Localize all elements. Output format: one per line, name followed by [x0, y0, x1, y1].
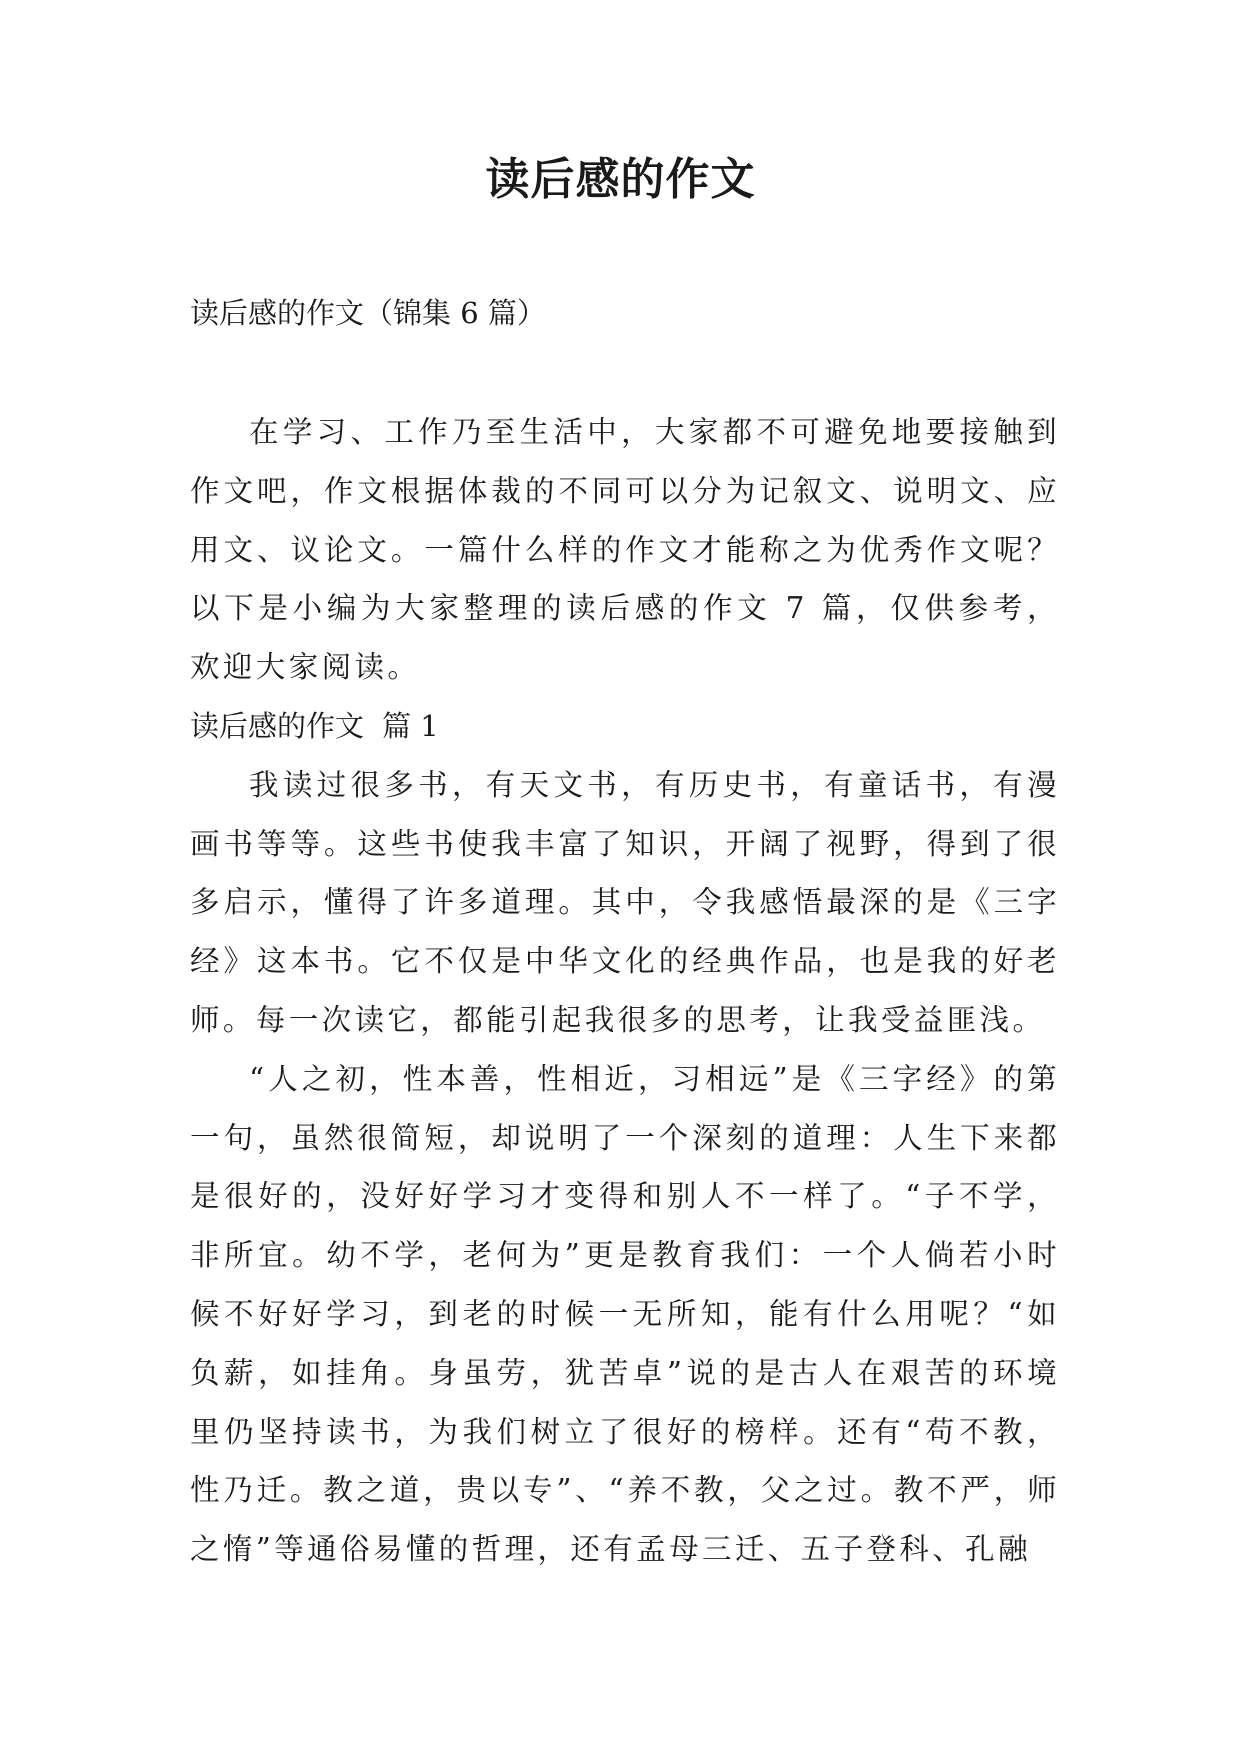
section-heading [190, 697, 1060, 756]
section1-paragraph-2: “人之初，性本善，性相近，习相远”是《三字经》的第一句，虽然很简短，却说明了一个深刻的道理：人生下来都是很好的，没好好学习才变得和别人不一样了。“子不学，非所宜。幼不学，老何为”更是教育我们：一个人倘若小时候不好好学习，到老的时候一无所知，能有什么用呢？“如负薪，如挂角。身虽劳，犹苦卓”说的是古人在艰苦的环境里仍坚持读书，为我们树立了很好的榜样。还有“苟不教，性乃迁。教之道，贵以专”、“养不教，父之过。教不严，师之惰”等通俗易懂的哲理，还有孟母三迁、五子登科、孔融 [190, 1061, 1060, 1567]
document-title: 读后感的作文 [485, 154, 756, 205]
intro-paragraph: 在学习、工作乃至生活中，大家都不可避免地要接触到作文吧，作文根据体裁的不同可以分为记叙文、说明文、应用文、议论文。一篇什么样的作文才能称之为优秀作文呢？以下是小编为大家整理的读后感的作文 7 篇，仅供参考，欢迎大家阅读。 [190, 415, 1060, 685]
section-heading-title: 读后感的作文 [190, 708, 365, 743]
section-heading-number: 篇 1 [382, 708, 439, 743]
section1-paragraph-1: 我读过很多书，有天文书，有历史书，有童话书，有漫画书等等。这些书使我丰富了知识，开阔了视野，得到了很多启示，懂得了许多道理。其中，令我感悟最深的是《三字经》这本书。它不仅是中华文化的经典作品，也是我的好老师。每一次读它，都能引起我很多的思考，让我受益匪浅。 [190, 767, 1060, 1037]
document-subtitle: 读后感的作文（锦集 6 篇） [190, 296, 546, 330]
document-body [190, 403, 1060, 1579]
